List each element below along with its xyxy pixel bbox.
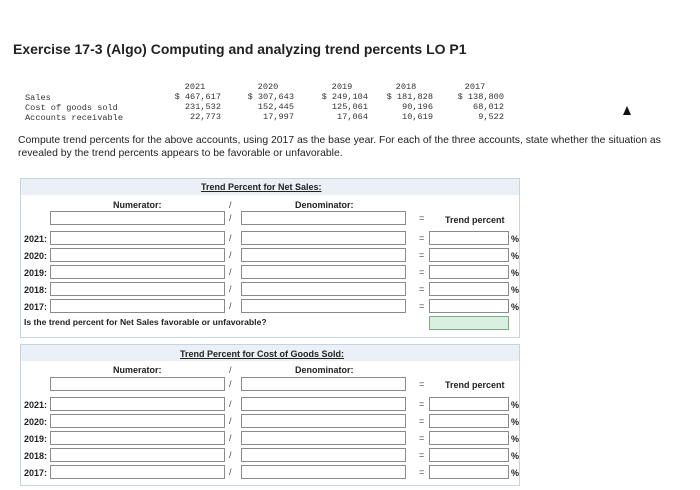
- equals: =: [419, 250, 425, 260]
- favorable-question: Is the trend percent for Net Sales favorable or unfavorable?: [24, 317, 267, 327]
- favorable-select[interactable]: [429, 316, 509, 330]
- year-label-2020: 2020:: [24, 251, 48, 261]
- denominator-header: Denominator:: [295, 365, 354, 375]
- equals: =: [419, 433, 425, 443]
- percent-sign: %: [511, 451, 520, 461]
- year-header: 2020: [257, 82, 279, 92]
- percent-sign: %: [511, 302, 520, 312]
- equals: =: [419, 213, 425, 223]
- denominator-input-2018[interactable]: [241, 282, 406, 296]
- trend-percent-input-2018[interactable]: [429, 448, 509, 462]
- percent-sign: %: [511, 251, 520, 261]
- year-label-2017: 2017:: [24, 468, 48, 478]
- trend-percent-input-2021[interactable]: [429, 231, 509, 245]
- denominator-input-2020[interactable]: [241, 248, 406, 262]
- slash: /: [229, 450, 232, 460]
- percent-sign: %: [511, 285, 520, 295]
- sales-trend-section: [20, 178, 520, 338]
- equals: =: [419, 379, 425, 389]
- value-cell: 17,997: [263, 112, 294, 122]
- year-header: 2017: [464, 82, 486, 92]
- value-cell: 22,773: [190, 112, 221, 122]
- denominator-input-header[interactable]: [241, 377, 406, 391]
- row-label-cogs: Cost of goods sold: [25, 103, 118, 113]
- denominator-header: Denominator:: [295, 200, 354, 210]
- percent-sign: %: [511, 268, 520, 278]
- row-label-sales: Sales: [25, 93, 51, 103]
- trend-percent-input-2017[interactable]: [429, 299, 509, 313]
- numerator-input-2017[interactable]: [50, 299, 225, 313]
- slash-header: /: [229, 200, 232, 210]
- slash: /: [229, 267, 232, 277]
- denominator-input-2019[interactable]: [241, 265, 406, 279]
- equals: =: [419, 450, 425, 460]
- value-cell: 17,064: [337, 112, 368, 122]
- section-title: Trend Percent for Net Sales:: [201, 182, 322, 192]
- trend-percent-input-2018[interactable]: [429, 282, 509, 296]
- section-title: Trend Percent for Cost of Goods Sold:: [180, 349, 345, 359]
- numerator-input-header[interactable]: [50, 211, 225, 225]
- trend-percent-input-2021[interactable]: [429, 397, 509, 411]
- slash: /: [229, 416, 232, 426]
- numerator-input-2021[interactable]: [50, 231, 225, 245]
- equals: =: [419, 233, 425, 243]
- value-cell: 90,196: [402, 102, 433, 112]
- mouse-cursor-icon: [623, 106, 631, 115]
- value-cell: $ 467,617: [174, 92, 221, 102]
- percent-sign: %: [511, 468, 520, 478]
- denominator-input-2021[interactable]: [241, 231, 406, 245]
- percent-sign: %: [511, 417, 520, 427]
- slash: /: [229, 284, 232, 294]
- numerator-input-2021[interactable]: [50, 397, 225, 411]
- denominator-input-2019[interactable]: [241, 431, 406, 445]
- year-label-2021: 2021:: [24, 234, 48, 244]
- value-cell: 125,061: [331, 102, 368, 112]
- instructions: Compute trend percents for the above accounts, using 2017 as the base year. For each of the three accounts, state whether the situation as revealed by the trend percents appears to be favorable or unfavorable.: [18, 135, 661, 159]
- value-cell: $ 307,643: [247, 92, 294, 102]
- year-label-2018: 2018:: [24, 451, 48, 461]
- data-table: [22, 80, 502, 126]
- denominator-input-2017[interactable]: [241, 465, 406, 479]
- numerator-input-2018[interactable]: [50, 282, 225, 296]
- slash-header: /: [229, 365, 232, 375]
- slash: /: [229, 399, 232, 409]
- slash: /: [229, 213, 232, 223]
- year-header: 2021: [184, 82, 206, 92]
- slash: /: [229, 433, 232, 443]
- year-label-2019: 2019:: [24, 268, 48, 278]
- trend-percent-header: Trend percent: [445, 215, 505, 225]
- trend-percent-input-2017[interactable]: [429, 465, 509, 479]
- value-cell: 68,012: [473, 102, 504, 112]
- value-cell: 10,619: [402, 112, 433, 122]
- equals: =: [419, 467, 425, 477]
- percent-sign: %: [511, 434, 520, 444]
- equals: =: [419, 399, 425, 409]
- year-label-2020: 2020:: [24, 417, 48, 427]
- slash: /: [229, 467, 232, 477]
- year-label-2018: 2018:: [24, 285, 48, 295]
- value-cell: 9,522: [478, 112, 504, 122]
- row-label-ar: Accounts receivable: [25, 113, 123, 123]
- percent-sign: %: [511, 400, 520, 410]
- value-cell: $ 181,828: [386, 92, 433, 102]
- slash: /: [229, 233, 232, 243]
- equals: =: [419, 416, 425, 426]
- year-header: 2019: [331, 82, 353, 92]
- numerator-input-2020[interactable]: [50, 414, 225, 428]
- value-cell: 231,532: [184, 102, 221, 112]
- numerator-input-2017[interactable]: [50, 465, 225, 479]
- equals: =: [419, 284, 425, 294]
- trend-percent-input-2019[interactable]: [429, 265, 509, 279]
- slash: /: [229, 379, 232, 389]
- value-cell: $ 249,104: [321, 92, 368, 102]
- denominator-input-2018[interactable]: [241, 448, 406, 462]
- numerator-input-2018[interactable]: [50, 448, 225, 462]
- exercise-title: Exercise 17-3 (Algo) Computing and analyzing trend percents LO P1: [13, 41, 467, 57]
- trend-percent-input-2020[interactable]: [429, 248, 509, 262]
- numerator-header: Numerator:: [113, 365, 162, 375]
- numerator-header: Numerator:: [113, 200, 162, 210]
- denominator-input-2021[interactable]: [241, 397, 406, 411]
- numerator-input-2020[interactable]: [50, 248, 225, 262]
- denominator-input-2020[interactable]: [241, 414, 406, 428]
- year-label-2021: 2021:: [24, 400, 48, 410]
- year-header: 2018: [395, 82, 417, 92]
- value-cell: $ 138,800: [457, 92, 504, 102]
- trend-percent-input-2020[interactable]: [429, 414, 509, 428]
- slash: /: [229, 250, 232, 260]
- trend-percent-header: Trend percent: [445, 380, 505, 390]
- denominator-input-header[interactable]: [241, 211, 406, 225]
- numerator-input-2019[interactable]: [50, 265, 225, 279]
- year-label-2017: 2017:: [24, 302, 48, 312]
- equals: =: [419, 301, 425, 311]
- year-label-2019: 2019:: [24, 434, 48, 444]
- cogs-trend-section: [20, 344, 520, 486]
- value-cell: 152,445: [257, 102, 294, 112]
- percent-sign: %: [511, 234, 520, 244]
- numerator-input-2019[interactable]: [50, 431, 225, 445]
- trend-percent-input-2019[interactable]: [429, 431, 509, 445]
- denominator-input-2017[interactable]: [241, 299, 406, 313]
- slash: /: [229, 301, 232, 311]
- numerator-input-header[interactable]: [50, 377, 225, 391]
- equals: =: [419, 267, 425, 277]
